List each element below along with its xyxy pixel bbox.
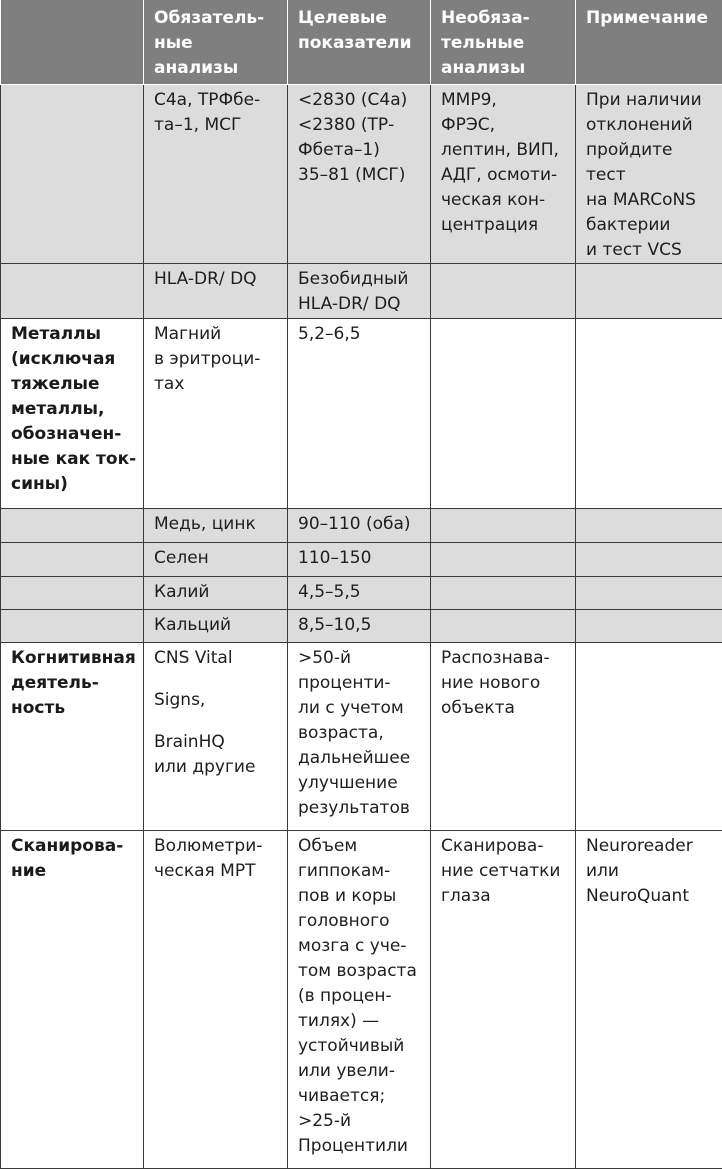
note-cell bbox=[576, 576, 722, 609]
target-values-cell: 5,2–6,5 bbox=[288, 318, 431, 508]
header-optional-tests: Необяза- тельные анализы bbox=[431, 0, 576, 84]
table-row bbox=[1, 318, 722, 508]
target-values-cell: Объем гиппокам- пов и коры головного мозга с уче- том возраста (в процен- тилях) — устойчивый или увели- чивается; >25-й Процентили bbox=[288, 830, 431, 1168]
target-values-cell: 4,5–5,5 bbox=[288, 576, 431, 609]
table-header-row bbox=[1, 0, 722, 84]
note-cell bbox=[576, 542, 722, 576]
table-row bbox=[1, 576, 722, 609]
header-target-values: Целевые показатели bbox=[288, 0, 431, 84]
optional-tests-cell bbox=[431, 318, 576, 508]
table-row bbox=[1, 84, 722, 263]
required-tests-cell: C4a, ТРФбе- та–1, МСГ bbox=[144, 84, 288, 263]
target-values-cell: <2830 (C4a) <2380 (ТР- Фбета–1) 35–81 (МСГ) bbox=[288, 84, 431, 263]
row-category: Металлы (исключая тяжелые металлы, обозначен- ные как ток- сины) bbox=[1, 318, 144, 508]
row-category bbox=[1, 576, 144, 609]
target-values-cell: 90–110 (оба) bbox=[288, 508, 431, 542]
table-row bbox=[1, 508, 722, 542]
table-row bbox=[1, 609, 722, 642]
note-cell bbox=[576, 508, 722, 542]
optional-tests-cell bbox=[431, 609, 576, 642]
row-category bbox=[1, 609, 144, 642]
table-row bbox=[1, 263, 722, 318]
note-cell: При наличии отклонений пройдите тест на MARCoNS бактерии и тест VCS bbox=[576, 84, 722, 263]
header-note: Примечание bbox=[576, 0, 722, 84]
target-values-cell: 110–150 bbox=[288, 542, 431, 576]
row-category: Когнитивная деятель- ность bbox=[1, 642, 144, 830]
note-cell: Neuroreader или NeuroQuant bbox=[576, 830, 722, 1168]
optional-tests-cell: ММР9, ФРЭС, лептин, ВИП, АДГ, осмоти- ческая кон- центрация bbox=[431, 84, 576, 263]
required-test-part: CNS Vital bbox=[154, 648, 233, 668]
row-category bbox=[1, 84, 144, 263]
table-row bbox=[1, 642, 722, 830]
header-required-tests: Обязатель- ные анализы bbox=[144, 0, 288, 84]
required-tests-cell: Волюметри- ческая МРТ bbox=[144, 830, 288, 1168]
required-test-part: Signs, bbox=[154, 690, 205, 710]
table-row bbox=[1, 830, 722, 1168]
required-tests-cell: Кальций bbox=[144, 609, 288, 642]
optional-tests-cell bbox=[431, 576, 576, 609]
note-cell bbox=[576, 642, 722, 830]
row-category bbox=[1, 508, 144, 542]
table-row bbox=[1, 542, 722, 576]
required-tests-cell: Селен bbox=[144, 542, 288, 576]
note-cell bbox=[576, 263, 722, 318]
required-test-part: BrainHQ или другие bbox=[154, 732, 255, 777]
required-tests-cell: HLA-DR/ DQ bbox=[144, 263, 288, 318]
target-values-cell: Безобидный HLA-DR/ DQ bbox=[288, 263, 431, 318]
optional-tests-cell bbox=[431, 263, 576, 318]
optional-tests-cell: Сканирова- ние сетчатки глаза bbox=[431, 830, 576, 1168]
required-tests-cell bbox=[144, 642, 288, 830]
required-tests-cell: Магний в эритроци- тах bbox=[144, 318, 288, 508]
optional-tests-cell: Распознава- ние нового объекта bbox=[431, 642, 576, 830]
target-values-cell: 8,5–10,5 bbox=[288, 609, 431, 642]
required-tests-cell: Калий bbox=[144, 576, 288, 609]
optional-tests-cell bbox=[431, 542, 576, 576]
note-cell bbox=[576, 318, 722, 508]
target-values-cell: >50-й проценти- ли с учетом возраста, дальнейшее улучшение результатов bbox=[288, 642, 431, 830]
row-category bbox=[1, 542, 144, 576]
row-category bbox=[1, 263, 144, 318]
row-category: Сканирова- ние bbox=[1, 830, 144, 1168]
optional-tests-cell bbox=[431, 508, 576, 542]
note-cell bbox=[576, 609, 722, 642]
required-tests-cell: Медь, цинк bbox=[144, 508, 288, 542]
header-category bbox=[1, 0, 144, 84]
